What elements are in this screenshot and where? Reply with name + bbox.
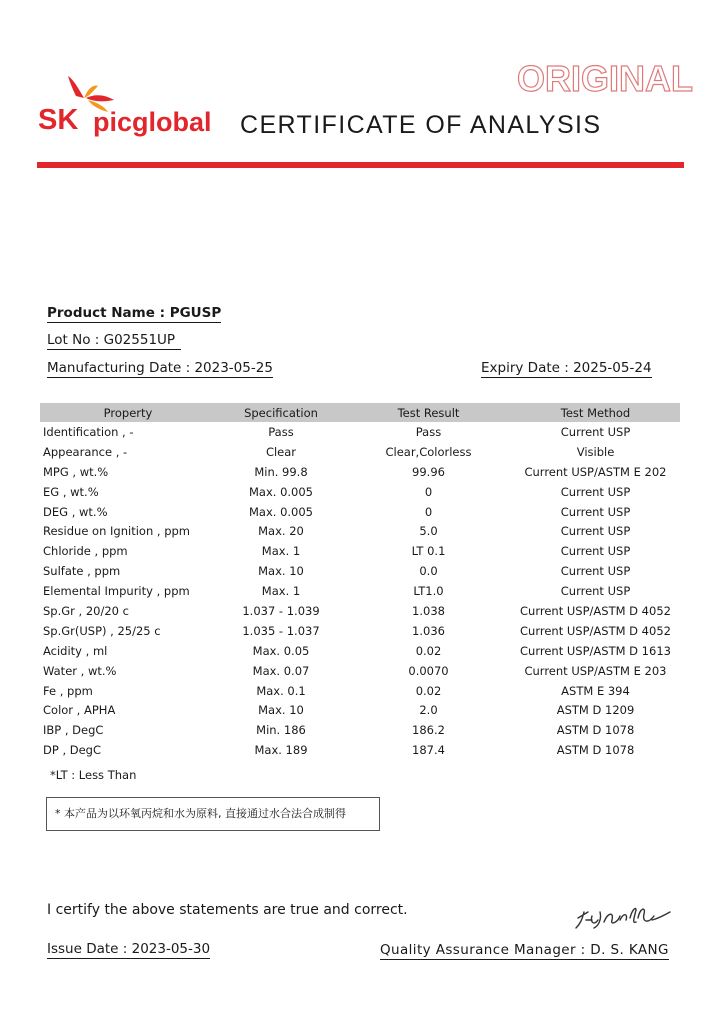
cell-property: Elemental Impurity , ppm [43, 584, 190, 599]
table-row [40, 700, 680, 720]
cell-test-result: 99.96 [412, 464, 445, 479]
cell-test-method: ASTM E 394 [561, 683, 630, 698]
table-row [40, 681, 680, 701]
table-row [40, 581, 680, 601]
cell-property: EG , wt.% [43, 484, 99, 499]
cell-property: Water , wt.% [43, 663, 117, 678]
cell-test-result: 186.2 [412, 723, 445, 738]
cell-test-method: Current USP [560, 584, 631, 599]
cell-test-result: 0.02 [415, 683, 442, 698]
lot-number: Lot No : G02551UP [47, 332, 181, 350]
cell-specification: Max. 20 [258, 524, 304, 539]
cell-test-result: Clear,Colorless [385, 444, 472, 459]
cell-test-result: 187.4 [412, 743, 445, 758]
issue-date: Issue Date : 2023-05-30 [47, 941, 211, 957]
table-row [40, 561, 680, 581]
table-row [40, 482, 680, 502]
cell-specification: Pass [268, 424, 294, 439]
cell-property: IBP , DegC [43, 723, 104, 738]
qa-manager: Quality Assurance Manager : D. S. KANG [380, 942, 669, 958]
cell-test-method: Current USP/ASTM E 202 [524, 464, 667, 479]
cell-test-result: 0 [424, 484, 433, 499]
footnote: *LT : Less Than [50, 768, 137, 782]
table-row [40, 641, 680, 661]
cell-property: Residue on Ignition , ppm [43, 524, 191, 539]
table-row [40, 661, 680, 681]
table-header-row [40, 403, 680, 422]
production-note-box: * 本产品为以环氧丙烷和水为原料, 直接通过水合法合成制得 [46, 797, 380, 831]
cell-specification: Max. 189 [254, 743, 308, 758]
header-test-result: Test Result [346, 403, 511, 422]
table-row [40, 462, 680, 482]
expiry-date: Expiry Date : 2025-05-24 [481, 360, 652, 376]
certification-statement: I certify the above statements are true and correct. [47, 902, 408, 918]
header-specification: Specification [216, 403, 346, 422]
cell-specification: Min. 99.8 [254, 464, 308, 479]
cell-property: Acidity , ml [43, 643, 108, 658]
table-row [40, 621, 680, 641]
cell-test-method: ASTM D 1078 [556, 743, 635, 758]
cell-specification: Max. 1 [261, 544, 301, 559]
cell-test-result: 2.0 [419, 703, 438, 718]
cell-specification: Max. 10 [258, 564, 304, 579]
table-row [40, 521, 680, 541]
cell-specification: Max. 1 [261, 584, 301, 599]
cell-specification: 1.037 - 1.039 [242, 603, 320, 618]
cell-specification: Max. 0.05 [252, 643, 310, 658]
manufacturing-date: Manufacturing Date : 2023-05-25 [47, 360, 273, 376]
logo-company-text: picglobal [93, 107, 212, 137]
signature-icon [574, 898, 674, 934]
cell-test-method: Current USP/ASTM D 1613 [520, 643, 671, 658]
table-row [40, 541, 680, 561]
cell-property: Identification , - [43, 424, 134, 439]
cell-test-method: Current USP/ASTM D 4052 [520, 623, 671, 638]
cell-specification: Max. 0.005 [248, 484, 313, 499]
cell-test-method: Current USP/ASTM D 4052 [520, 603, 671, 618]
cell-property: Fe , ppm [43, 683, 93, 698]
product-name: Product Name : PGUSP [47, 305, 222, 321]
header-property: Property [40, 403, 216, 422]
cell-test-result: 0.02 [415, 643, 442, 658]
original-stamp: ORIGINAL [517, 58, 693, 99]
cell-test-result: LT 0.1 [411, 544, 446, 559]
cell-test-method: Current USP [560, 504, 631, 519]
cell-test-method: Visible [576, 444, 615, 459]
cell-specification: 1.035 - 1.037 [242, 623, 320, 638]
header-test-method: Test Method [511, 403, 680, 422]
cell-test-result: 0.0070 [408, 663, 449, 678]
document-title: CERTIFICATE OF ANALYSIS [240, 111, 602, 139]
table-row [40, 502, 680, 522]
cell-specification: Max. 0.005 [248, 504, 313, 519]
table-row [40, 740, 680, 760]
table-row [40, 720, 680, 740]
cell-specification: Max. 0.1 [256, 683, 306, 698]
cell-property: Sp.Gr , 20/20 c [43, 603, 129, 618]
header-divider [37, 162, 684, 168]
cell-specification: Max. 0.07 [252, 663, 310, 678]
cell-test-result: 5.0 [419, 524, 438, 539]
cell-property: Appearance , - [43, 444, 128, 459]
table-row [40, 422, 680, 442]
cell-test-method: Current USP [560, 544, 631, 559]
cell-specification: Clear [265, 444, 297, 459]
cell-test-result: 0 [424, 504, 433, 519]
table-row [40, 601, 680, 621]
cell-test-result: LT1.0 [413, 584, 444, 599]
cell-property: Sulfate , ppm [43, 564, 121, 579]
cell-test-method: Current USP [560, 564, 631, 579]
cell-test-method: Current USP/ASTM E 203 [524, 663, 667, 678]
cell-test-result: 0.0 [419, 564, 438, 579]
cell-test-result: 1.038 [412, 603, 445, 618]
cell-property: DP , DegC [43, 743, 102, 758]
cell-test-result: Pass [415, 424, 442, 439]
cell-test-method: Current USP [560, 524, 631, 539]
cell-test-method: Current USP [560, 424, 631, 439]
cell-test-method: ASTM D 1209 [556, 703, 635, 718]
cell-property: Chloride , ppm [43, 544, 128, 559]
cell-test-method: Current USP [560, 484, 631, 499]
logo-sk-text: SK [38, 104, 79, 136]
cell-property: Color , APHA [43, 703, 116, 718]
table-row [40, 442, 680, 462]
cell-specification: Max. 10 [258, 703, 304, 718]
cell-property: MPG , wt.% [43, 464, 109, 479]
cell-specification: Min. 186 [256, 723, 306, 738]
cell-property: DEG , wt.% [43, 504, 108, 519]
analysis-table [40, 403, 680, 760]
cell-test-result: 1.036 [412, 623, 445, 638]
cell-test-method: ASTM D 1078 [556, 723, 635, 738]
cell-property: Sp.Gr(USP) , 25/25 c [43, 623, 161, 638]
